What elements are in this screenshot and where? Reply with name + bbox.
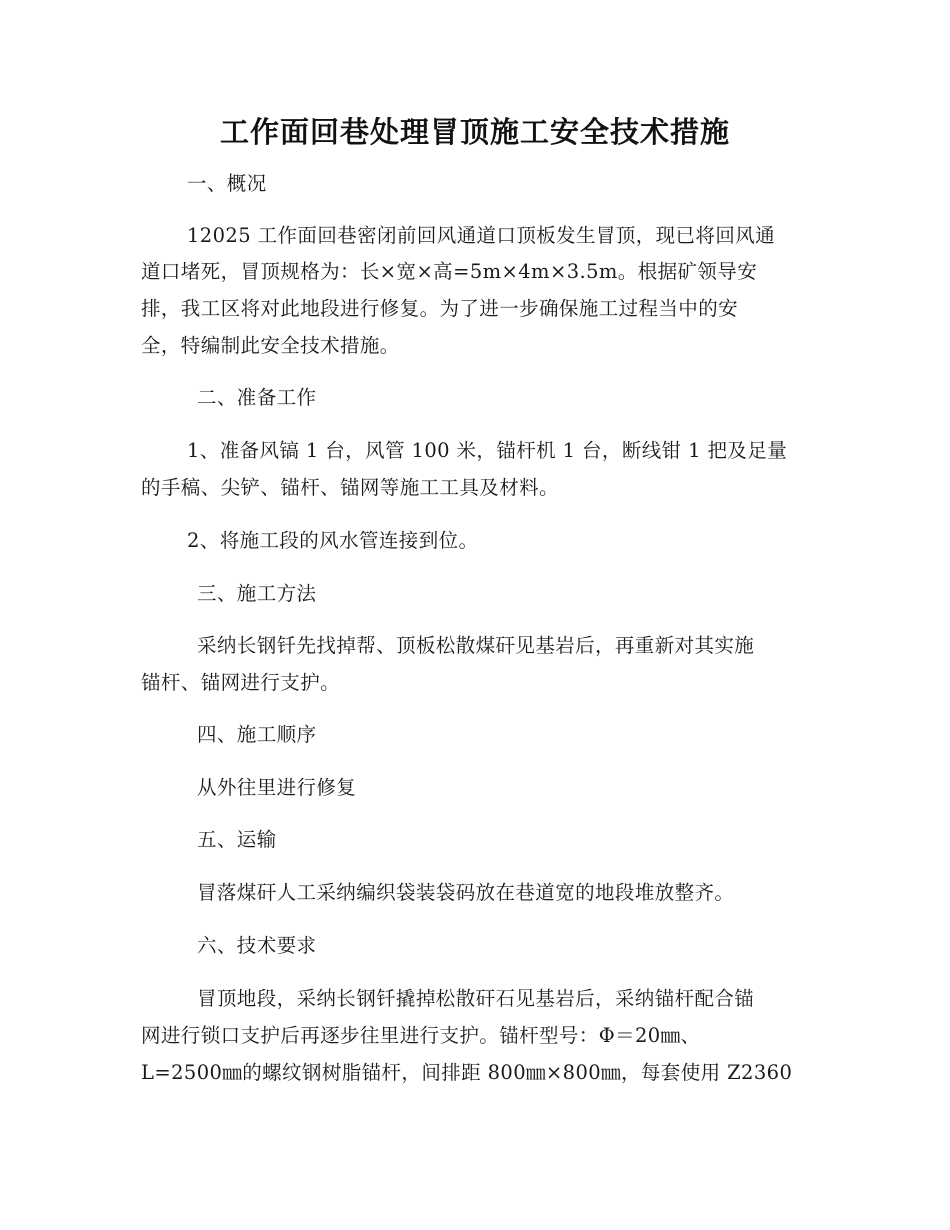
document-title: 工作面回巷处理冒顶施工安全技术措施 bbox=[219, 115, 730, 149]
paragraph-line: 12025 工作面回巷密闭前回风通道口顶板发生冒顶，现已将回风通 bbox=[187, 224, 776, 247]
paragraph-line: 锚杆、锚网进行支护。 bbox=[141, 671, 341, 694]
paragraph-line: 排，我工区将对此地段进行修复。为了进一步确保施工过程当中的安 bbox=[141, 297, 739, 320]
paragraph-line: 全，特编制此安全技术措施。 bbox=[141, 334, 400, 357]
paragraph-line: 从外往里进行修复 bbox=[197, 776, 357, 799]
section-heading-method: 三、施工方法 bbox=[197, 582, 317, 605]
paragraph-line: 道口堵死，冒顶规格为：长×宽×高=5m×4m×3.5m。根据矿领导安 bbox=[141, 260, 758, 283]
section-heading-technical: 六、技术要求 bbox=[197, 934, 317, 957]
paragraph-line: 1、准备风镐 1 台，风管 100 米，锚杆机 1 台，断线钳 1 把及足量 bbox=[187, 439, 788, 462]
paragraph-line: 网进行锁口支护后再逐步往里进行支护。锚杆型号：Φ＝20㎜、 bbox=[141, 1024, 701, 1047]
paragraph-line: 冒落煤矸人工采纳编织袋装袋码放在巷道宽的地段堆放整齐。 bbox=[197, 881, 735, 904]
paragraph-line: 冒顶地段，采纳长钢钎撬掉松散矸石见基岩后，采纳锚杆配合锚 bbox=[197, 987, 755, 1010]
section-heading-preparation: 二、准备工作 bbox=[197, 386, 317, 409]
paragraph-line: 2、将施工段的风水管连接到位。 bbox=[187, 529, 479, 552]
section-heading-transport: 五、运输 bbox=[197, 828, 277, 851]
paragraph-line: L=2500㎜的螺纹钢树脂锚杆，间排距 800㎜×800㎜，每套使用 Z2360 bbox=[141, 1061, 793, 1084]
paragraph-line: 的手稿、尖铲、锚杆、锚网等施工工具及材料。 bbox=[141, 476, 559, 499]
section-heading-sequence: 四、施工顺序 bbox=[197, 723, 317, 746]
paragraph-line: 采纳长钢钎先找掉帮、顶板松散煤矸见基岩后，再重新对其实施 bbox=[197, 634, 755, 657]
section-heading-overview: 一、概况 bbox=[187, 172, 267, 195]
